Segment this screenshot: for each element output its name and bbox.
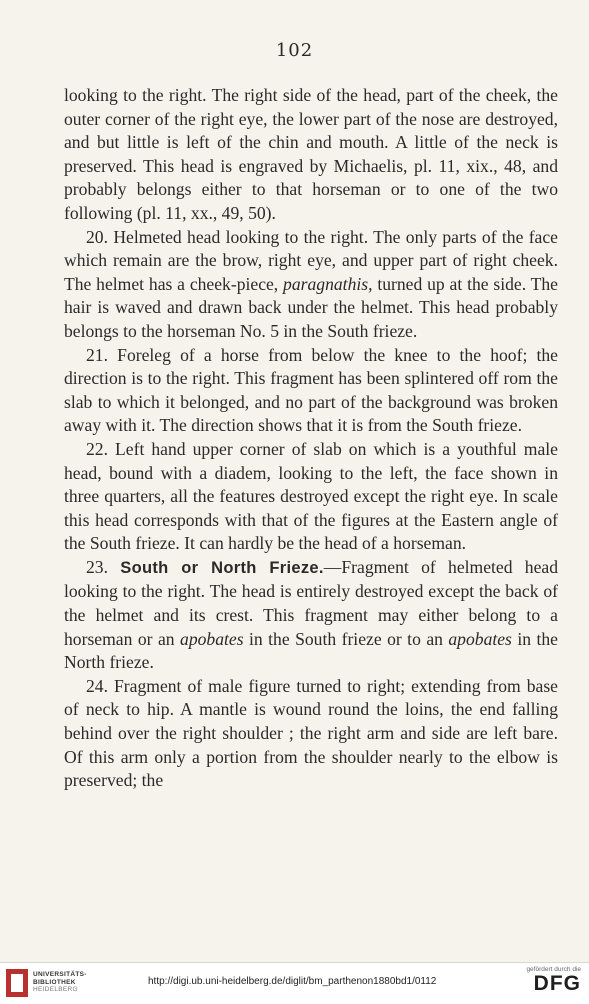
permalink-url[interactable]: http://digi.ub.uni-heidelberg.de/diglit/bm_parthenon1880bd1/0112 (148, 976, 437, 987)
text-run: in the South frieze or to an (243, 628, 449, 649)
library-name-line: HEIDELBERG (33, 986, 78, 993)
section-heading: South or North Frieze. (120, 558, 324, 577)
text-run: 20. Helmeted head looking to the right. The only parts of the face which remain are the brow, right eye, and upper part of right cheek. The helmet has a cheek-piece, (64, 226, 558, 294)
dfg-logo-icon: DFG (533, 972, 581, 995)
text-run: in the North frieze. (64, 628, 558, 673)
paragraph-item-22: 22. Left hand upper corner of slab on which is a youthful male head, bound with a diadem, looking to the left, the face shown in three quarters, all the features destroyed except the right eye. In scale this head corresponds with that of the figures at the Eastern angle of the South frieze. It can hardly be the head of a horseman. (64, 438, 558, 554)
paragraph-continuation: looking to the right. The right side of the head, part of the cheek, the outer corner of the right eye, the lower part of the nose are destroyed, and but little is left of the chin and mouth. A little of the neck is preserved. This head is engraved by Michaelis, pl. 11, xix., 48, and probably belongs either to that horseman or to one of the two following (pl. 11, xx., 49, 50). (64, 85, 558, 223)
italic-term: apobates (180, 628, 244, 649)
page-number: 102 (275, 40, 314, 61)
text-run: turned up at the side. The hair is waved and drawn back under the helmet. This head probably belongs to the horseman No. 5 in the South frieze. (64, 273, 558, 341)
digitization-footer (0, 962, 589, 1004)
paragraph-item-23 (64, 556, 558, 675)
sponsor-label: gefördert durch die (526, 966, 581, 973)
italic-term: paragnathis, (283, 273, 373, 294)
paragraph-item-24: 24. Fragment of male figure turned to right; extending from base of neck to hip. A mantle is wound round the loins, the end falling behind over the right shoulder ; the right arm and side are left bare. Of this arm only a portion from the shoulder nearly to the elbow is preserved; the (64, 675, 558, 791)
university-library-logo-icon[interactable] (6, 969, 28, 997)
body-text (64, 84, 558, 793)
library-name-line: BIBLIOTHEK (33, 978, 76, 986)
library-name-line: UNIVERSITÄTS- (33, 971, 87, 978)
text-run: —Fragment of helmeted head looking to the right. The head is entirely destroyed except the back of the helmet and its crest. This fragment may either belong to a horseman or an (64, 556, 558, 649)
item-number: 23. (86, 556, 121, 577)
italic-term: apobates (448, 628, 512, 649)
paragraph-item-20 (64, 226, 558, 344)
library-name[interactable] (33, 971, 87, 994)
paragraph-item-21: 21. Foreleg of a horse from below the knee to the hoof; the direction is to the right. This fragment has been splintered off rom the slab to which it belonged, and no part of the background was broken away with it. The direction shows that it is from the South frieze. (64, 344, 558, 436)
sponsor-block[interactable] (526, 966, 581, 995)
